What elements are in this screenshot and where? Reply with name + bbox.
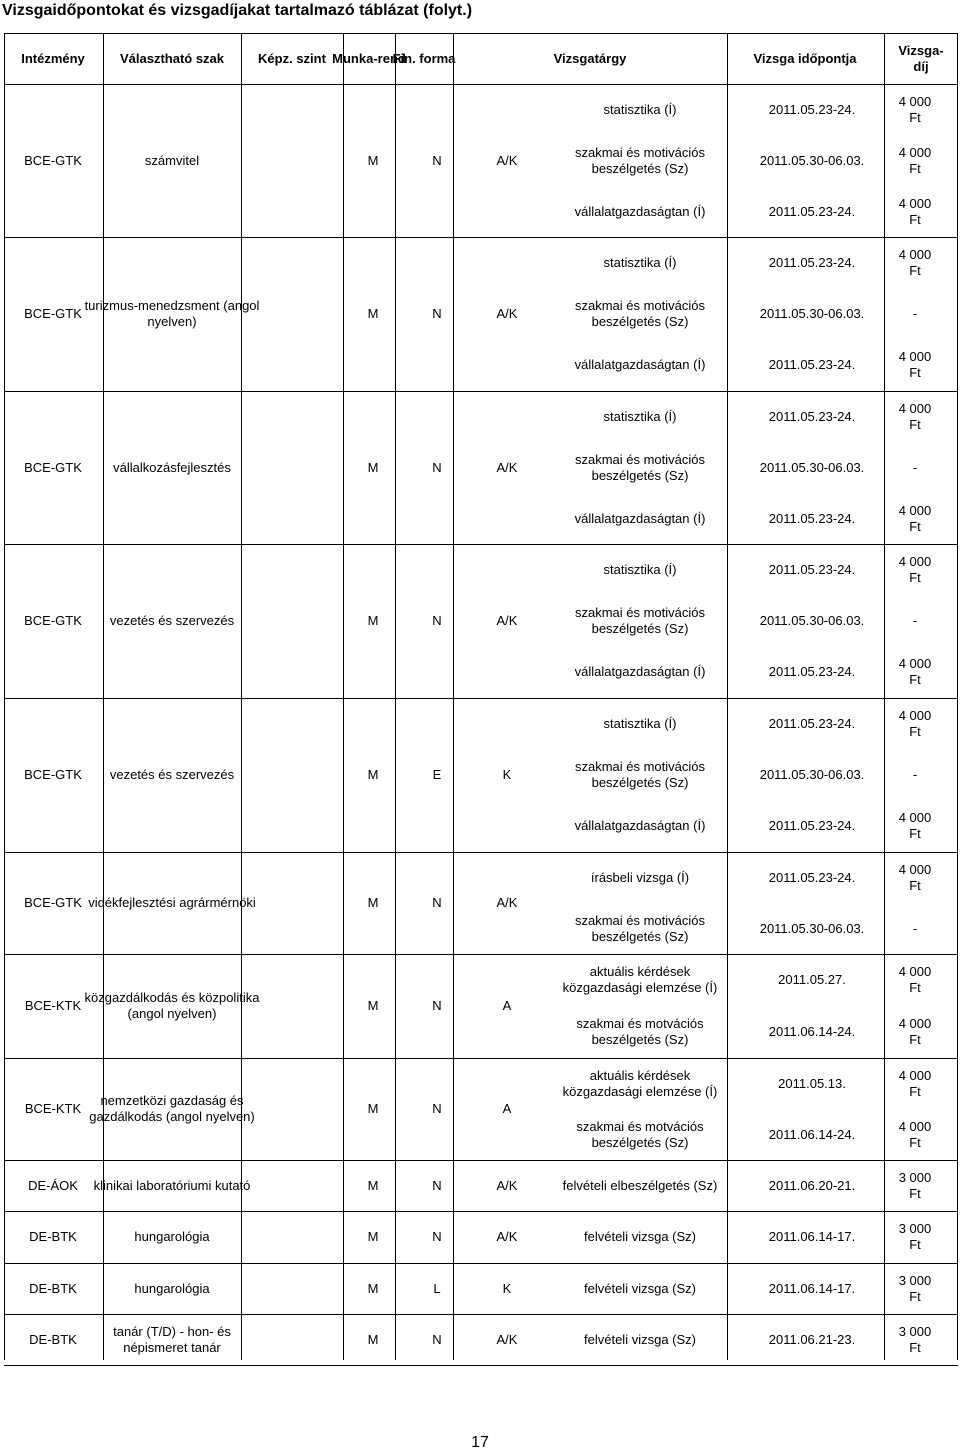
- level-cell: M: [367, 1331, 379, 1347]
- exam-fee-cell: 3 000 Ft: [898, 1221, 932, 1252]
- exam-subject-cell: felvételi vizsga (Sz): [584, 1331, 696, 1347]
- exam-subject-cell: szakmai és motivációs beszélgetés (Sz): [574, 298, 706, 329]
- exam-date-cell: 2011.05.23-24.: [768, 561, 856, 577]
- major-cell: vidékfejlesztési agrármérnöki: [88, 895, 256, 910]
- major-cell: vállalkozásfejlesztés: [113, 459, 231, 475]
- exam-date-cell: 2011.05.23-24.: [768, 408, 856, 424]
- exam-subject-cell: szakmai és motvációs beszélgetés (Sz): [576, 1118, 704, 1150]
- row-divider: [4, 84, 958, 85]
- financing-cell: K: [502, 1280, 512, 1296]
- exam-date-cell: 2011.05.30-06.03.: [759, 152, 865, 168]
- exam-subject-cell: felvételi vizsga (Sz): [584, 1280, 696, 1296]
- work-mode-cell: N: [432, 1177, 442, 1193]
- exam-date-cell: 2011.06.14-17.: [768, 1280, 856, 1296]
- exam-fee-cell: 3 000 Ft: [898, 1323, 932, 1355]
- row-divider: [4, 33, 958, 34]
- exam-fee-cell: 4 000 Ft: [898, 144, 932, 176]
- exam-fee-cell: 4 000 Ft: [898, 861, 932, 893]
- exam-subject-cell: felvételi vizsga (Sz): [584, 1229, 696, 1244]
- column-header: Választható szak: [119, 50, 225, 66]
- level-cell: M: [367, 459, 379, 475]
- exam-date-cell: 2011.05.23-24.: [768, 664, 856, 680]
- exam-date-cell: 2011.05.23-24.: [768, 869, 856, 885]
- institution-cell: BCE-GTK: [24, 613, 82, 628]
- exam-fee-cell: 3 000 Ft: [898, 1272, 932, 1304]
- page-title: Vizsgaidőpontokat és vizsgadíjakat tartalmazó táblázat (folyt.): [2, 2, 473, 19]
- exam-fee-cell: 4 000 Ft: [898, 195, 932, 227]
- exam-subject-cell: vállalatgazdaságtan (Í): [574, 510, 706, 526]
- exam-date-cell: 2011.05.30-06.03.: [759, 767, 865, 782]
- exam-fee-cell: 4 000 Ft: [898, 246, 932, 278]
- financing-cell: A/K: [496, 895, 518, 910]
- exam-date-cell: 2011.05.30-06.03.: [759, 306, 865, 321]
- level-cell: M: [367, 895, 379, 910]
- column-header: Képz. szint: [258, 50, 326, 66]
- work-mode-cell: N: [432, 459, 442, 475]
- exam-subject-cell: vállalatgazdaságtan (Í): [574, 818, 706, 834]
- exam-subject-cell: statisztika (Í): [603, 254, 677, 270]
- level-cell: M: [367, 1101, 379, 1116]
- exam-subject-cell: vállalatgazdaságtan (Í): [574, 357, 706, 373]
- exam-fee-cell: 4 000 Ft: [898, 707, 932, 739]
- column-header: Vizsga időpontja: [753, 50, 857, 66]
- exam-fee-cell: 3 000 Ft: [898, 1169, 932, 1201]
- row-divider: [4, 852, 958, 853]
- exam-subject-cell: aktuális kérdések közgazdasági elemzése (Í): [562, 964, 718, 995]
- financing-cell: A/K: [496, 306, 518, 321]
- exam-date-cell: 2011.05.23-24.: [768, 510, 856, 526]
- exam-subject-cell: szakmai és motivációs beszélgetés (Sz): [574, 144, 706, 176]
- row-divider: [4, 1211, 958, 1212]
- financing-cell: K: [502, 767, 512, 782]
- institution-cell: BCE-GTK: [24, 152, 82, 168]
- major-cell: klinikai laboratóriumi kutató: [93, 1177, 251, 1193]
- major-cell: tanár (T/D) - hon- és népismeret tanár: [113, 1323, 231, 1355]
- exam-fee-cell: 4 000 Ft: [898, 964, 932, 995]
- exam-date-cell: 2011.05.23-24.: [768, 101, 856, 117]
- row-divider: [4, 391, 958, 392]
- exam-fee-cell: 4 000 Ft: [898, 1016, 932, 1047]
- exam-date-cell: 2011.05.23-24.: [768, 818, 856, 834]
- work-mode-cell: E: [432, 767, 442, 782]
- exam-subject-cell: vállalatgazdaságtan (Í): [574, 203, 706, 219]
- column-header: Intézmény: [21, 50, 85, 66]
- exam-subject-cell: statisztika (Í): [603, 561, 677, 577]
- exam-subject-cell: szakmai és motivációs beszélgetés (Sz): [574, 605, 706, 636]
- row-divider: [4, 1160, 958, 1161]
- institution-cell: BCE-KTK: [24, 1101, 82, 1116]
- exam-date-cell: 2011.05.23-24.: [768, 203, 856, 219]
- work-mode-cell: N: [432, 895, 442, 910]
- exam-subject-cell: szakmai és motvációs beszélgetés (Sz): [576, 1016, 704, 1047]
- exam-date-cell: 2011.06.14-17.: [768, 1229, 856, 1244]
- work-mode-cell: N: [432, 1101, 442, 1116]
- column-header: Munka-rend: [332, 50, 406, 66]
- major-cell: számvitel: [144, 152, 200, 168]
- institution-cell: BCE-GTK: [24, 895, 82, 910]
- level-cell: M: [367, 306, 379, 321]
- exam-subject-cell: szakmai és motivációs beszélgetés (Sz): [574, 912, 706, 944]
- exam-date-cell: 2011.05.30-06.03.: [759, 920, 865, 936]
- institution-cell: BCE-GTK: [24, 767, 82, 782]
- exam-date-cell: 2011.06.20-21.: [768, 1177, 856, 1193]
- major-cell: nemzetközi gazdaság és gazdálkodás (angol nyelven): [89, 1093, 255, 1124]
- exam-fee-cell: 4 000 Ft: [898, 656, 932, 688]
- institution-cell: BCE-GTK: [24, 459, 82, 475]
- institution-cell: BCE-KTK: [24, 998, 82, 1013]
- exam-fee-cell: -: [912, 613, 918, 628]
- financing-cell: A/K: [496, 152, 518, 168]
- institution-cell: DE-ÁOK: [28, 1177, 78, 1193]
- exam-fee-cell: 4 000 Ft: [898, 400, 932, 432]
- exam-date-cell: 2011.05.30-06.03.: [759, 613, 865, 628]
- exam-fee-cell: 4 000 Ft: [898, 502, 932, 534]
- exam-subject-cell: statisztika (Í): [603, 408, 677, 424]
- row-divider: [4, 237, 958, 238]
- page-number: 17: [471, 1434, 489, 1451]
- exam-subject-cell: felvételi elbeszélgetés (Sz): [562, 1177, 718, 1193]
- exam-fee-cell: 4 000 Ft: [898, 1067, 932, 1099]
- financing-cell: A/K: [496, 1229, 518, 1244]
- exam-fee-cell: -: [912, 459, 918, 475]
- level-cell: M: [367, 613, 379, 628]
- work-mode-cell: N: [432, 1229, 442, 1244]
- exam-fee-cell: -: [912, 306, 918, 321]
- row-divider: [4, 698, 958, 699]
- exam-fee-cell: 4 000 Ft: [898, 93, 932, 125]
- work-mode-cell: N: [432, 998, 442, 1013]
- exam-date-cell: 2011.06.14-24.: [768, 1126, 856, 1142]
- exam-date-cell: 2011.05.13.: [778, 1075, 846, 1091]
- level-cell: M: [367, 767, 379, 782]
- major-cell: hungarológia: [134, 1280, 210, 1296]
- work-mode-cell: N: [432, 1331, 442, 1347]
- exam-subject-cell: aktuális kérdések közgazdasági elemzése (Í): [562, 1067, 718, 1099]
- row-divider: [4, 1365, 958, 1366]
- exam-fee-cell: -: [912, 920, 918, 936]
- column-header: Fin. forma: [392, 50, 456, 66]
- work-mode-cell: L: [433, 1280, 441, 1296]
- row-divider: [4, 954, 958, 955]
- level-cell: M: [367, 152, 379, 168]
- exam-date-cell: 2011.06.14-24.: [768, 1024, 856, 1039]
- level-cell: M: [367, 1177, 379, 1193]
- exam-schedule-table: [4, 33, 958, 1360]
- level-cell: M: [367, 998, 379, 1013]
- institution-cell: BCE-GTK: [24, 306, 82, 321]
- exam-subject-cell: vállalatgazdaságtan (Í): [574, 664, 706, 680]
- level-cell: M: [367, 1280, 379, 1296]
- row-divider: [4, 1058, 958, 1059]
- row-divider: [4, 544, 958, 545]
- exam-fee-cell: 4 000 Ft: [898, 553, 932, 585]
- exam-date-cell: 2011.06.21-23.: [768, 1331, 856, 1347]
- exam-subject-cell: statisztika (Í): [603, 101, 677, 117]
- row-divider: [4, 1314, 958, 1315]
- exam-subject-cell: írásbeli vizsga (Í): [590, 869, 690, 885]
- major-cell: vezetés és szervezés: [109, 767, 235, 782]
- major-cell: vezetés és szervezés: [109, 613, 235, 628]
- financing-cell: A/K: [496, 1331, 518, 1347]
- institution-cell: DE-BTK: [29, 1229, 77, 1244]
- major-cell: közgazdálkodás és közpolitika (angol nyelven): [84, 990, 260, 1021]
- column-header: Vizsga-díj: [898, 42, 944, 74]
- level-cell: M: [367, 1229, 379, 1244]
- exam-date-cell: 2011.05.23-24.: [768, 254, 856, 270]
- exam-subject-cell: statisztika (Í): [603, 715, 677, 731]
- institution-cell: DE-BTK: [29, 1280, 77, 1296]
- exam-date-cell: 2011.05.23-24.: [768, 357, 856, 373]
- exam-fee-cell: 4 000 Ft: [898, 810, 932, 842]
- work-mode-cell: N: [432, 613, 442, 628]
- column-header: Vizsgatárgy: [553, 50, 627, 66]
- major-cell: hungarológia: [134, 1229, 210, 1244]
- exam-date-cell: 2011.05.23-24.: [768, 715, 856, 731]
- work-mode-cell: N: [432, 306, 442, 321]
- exam-subject-cell: szakmai és motivációs beszélgetés (Sz): [574, 759, 706, 790]
- financing-cell: A/K: [496, 1177, 518, 1193]
- exam-fee-cell: -: [912, 767, 918, 782]
- institution-cell: DE-BTK: [29, 1331, 77, 1347]
- exam-date-cell: 2011.05.30-06.03.: [759, 459, 865, 475]
- exam-date-cell: 2011.05.27.: [778, 972, 846, 987]
- exam-subject-cell: szakmai és motivációs beszélgetés (Sz): [574, 451, 706, 483]
- exam-fee-cell: 4 000 Ft: [898, 349, 932, 381]
- work-mode-cell: N: [432, 152, 442, 168]
- major-cell: turizmus-menedzsment (angol nyelven): [84, 298, 260, 329]
- financing-cell: A/K: [496, 613, 518, 628]
- financing-cell: A: [502, 1101, 512, 1116]
- financing-cell: A: [502, 998, 512, 1013]
- row-divider: [4, 1263, 958, 1264]
- exam-fee-cell: 4 000 Ft: [898, 1118, 932, 1150]
- financing-cell: A/K: [496, 459, 518, 475]
